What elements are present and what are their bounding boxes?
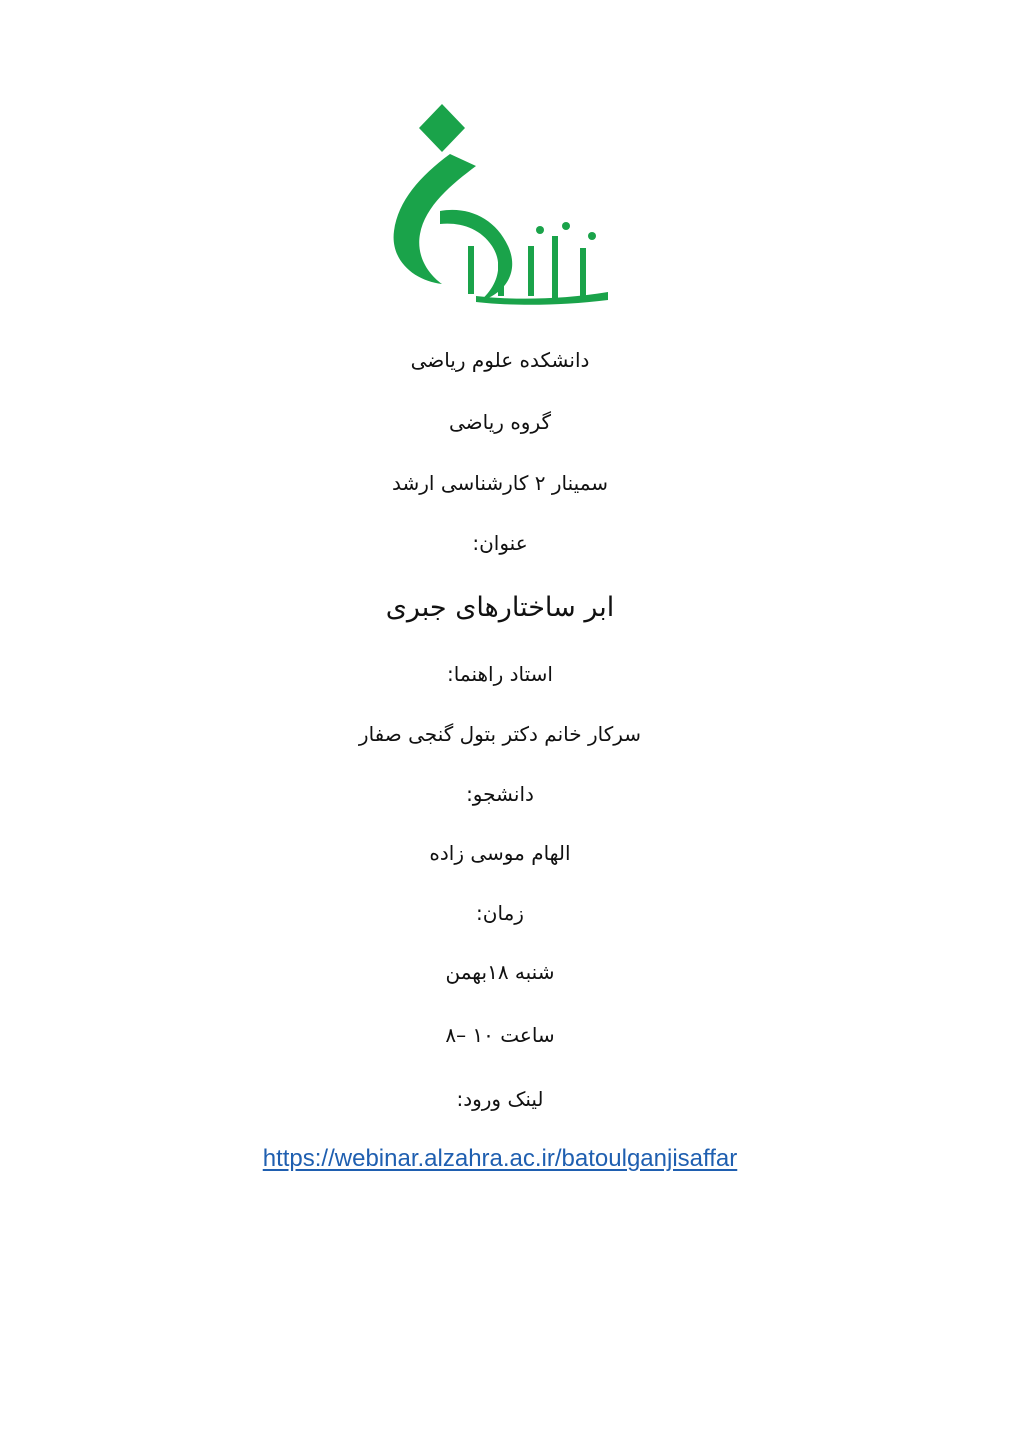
webinar-link[interactable]: https://webinar.alzahra.ac.ir/batoulganjisaffar (262, 1145, 738, 1172)
faculty-name: دانشکده علوم ریاضی (410, 348, 590, 372)
alzahra-university-logo (380, 96, 620, 310)
seminar-hour: ساعت ۱۰ –۸ (445, 1023, 555, 1047)
department-name: گروه ریاضی (448, 410, 552, 434)
advisor-name: سرکار خانم دکتر بتول گنجی صفار (358, 722, 642, 746)
student-name: الهام موسی زاده (429, 841, 571, 865)
seminar-date: شنبه ۱۸بهمن (445, 960, 555, 984)
title-label: عنوان: (472, 531, 528, 555)
seminar-name: سمینار ۲ کارشناسی ارشد (391, 471, 609, 495)
seminar-title: ابر ساختارهای جبری (385, 592, 615, 623)
time-label: زمان: (476, 901, 524, 925)
student-label: دانشجو: (466, 782, 534, 806)
logo-emblem-icon (380, 96, 620, 310)
advisor-label: استاد راهنما: (447, 662, 553, 686)
link-label: لینک ورود: (456, 1087, 544, 1111)
webinar-link-row (0, 1143, 1000, 1175)
